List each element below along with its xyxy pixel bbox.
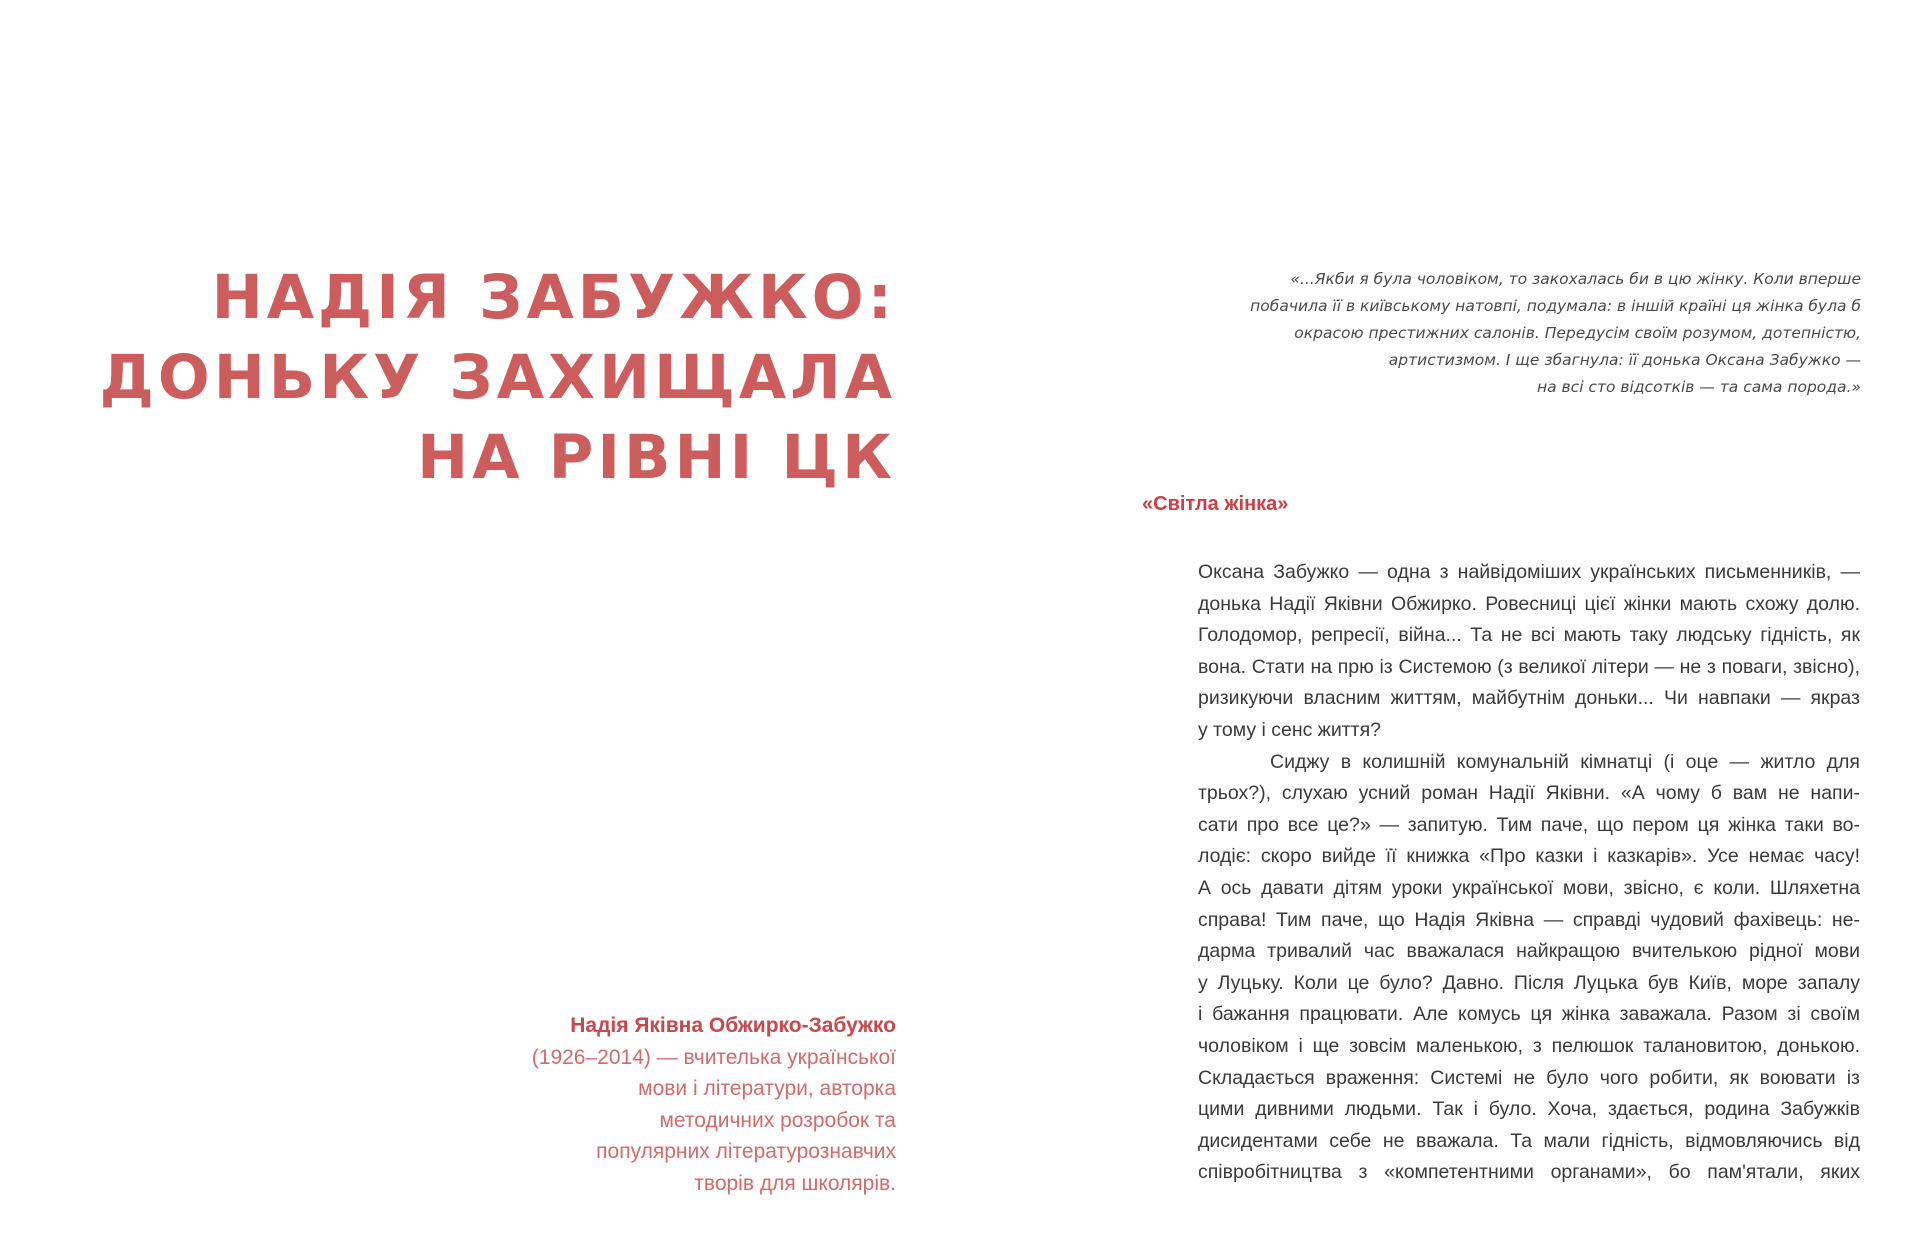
bio-line-5: творів для школярів. <box>694 1171 896 1195</box>
body-line: у тому і сенс життя? <box>1198 718 1382 741</box>
body-line: трьох?), слухаю усний роман Надії Яківни. «А чому б вам не напи- <box>1198 782 1860 805</box>
body-line: донька Надії Яківни Обжирко. Ровесниці цієї жінки мають схожу долю. <box>1198 592 1860 615</box>
body-line: співробітництва з «компетентними органами», бо пам'ятали, яких <box>1198 1161 1860 1184</box>
body-line: Сиджу в колишній комунальній кімнатці (і оце — житло для <box>1270 750 1860 773</box>
bio-name: Надія Яківна Обжирко-Забужко <box>570 1014 896 1037</box>
body-line: Оксана Забужко — одна з найвідоміших українських письменників, — <box>1198 561 1860 583</box>
body-line: у Луцьку. Коли це було? Давно. Після Луцька був Київ, море запалу <box>1198 971 1860 994</box>
epigraph-line-5: на всі сто відсотків — та сама порода.» <box>1536 378 1861 396</box>
body-line: і бажання працювати. Але комусь ця жінка заважала. Разом зі своїм <box>1198 1003 1860 1026</box>
body-line: лодіє: скоро вийде її книжка «Про казки і казкарів». Усе немає часу! <box>1198 845 1860 868</box>
epigraph-line-1: «...Якби я була чоловіком, то закохалась би в цю жінку. Коли вперше <box>1290 270 1861 288</box>
bio-line-4: популярних літературознавчих <box>596 1140 896 1163</box>
bio-line-3: методичних розробок та <box>659 1108 896 1132</box>
body-line: цими дивними людьми. Так і було. Хоча, здається, родина Забужків <box>1198 1098 1860 1121</box>
bio-line-1: (1926–2014) — вчителька української <box>531 1045 896 1069</box>
body-line: справа! Тим паче, що Надія Яківна — справді чудовий фахівець: не- <box>1198 908 1860 931</box>
body-line: сати про все це?» — запитую. Тим паче, що пером ця жінка таки во- <box>1198 813 1860 836</box>
body-line: дисидентами себе не вважала. Та мали гідність, відмовляючись від <box>1198 1129 1860 1152</box>
epigraph-line-4: артистизмом. І ще збагнула: її донька Оксана Забужко — <box>1388 351 1861 369</box>
epigraph-line-3: окрасою престижних салонів. Передусім своїм розумом, дотепністю, <box>1294 324 1861 342</box>
article-title <box>76 258 896 498</box>
body-text <box>1198 557 1860 1189</box>
body-line: вона. Стати на прю із Системою (з великої літери — не з поваги, звісно), <box>1198 655 1860 678</box>
section-heading: «Світла жінка» <box>1142 493 1289 515</box>
bio-line-2: мови і літератури, авторка <box>638 1077 896 1100</box>
body-line: А ось давати дітям уроки української мови, звісно, є коли. Шляхетна <box>1198 876 1860 899</box>
body-line: Складається враження: Системі не було чого робити, як воювати із <box>1198 1066 1860 1089</box>
epigraph-line-2: побачила її в київському натовпі, подумала: в іншій країні ця жінка була б <box>1250 297 1861 315</box>
body-line: Голодомор, репресії, війна... Та не всі мають таку людську гідність, як <box>1198 624 1860 647</box>
body-line: чоловіком і ще зовсім маленькою, з пелюшок талановитою, донькою. <box>1198 1034 1860 1057</box>
title-line-2: ДОНЬКУ ЗАХИЩАЛА <box>99 342 896 413</box>
epigraph-quote <box>1141 266 1861 401</box>
body-line: дарма тривалий час вважалася найкращою вчителькою рідної мови <box>1198 940 1860 963</box>
title-line-3: НА РІВНІ ЦК <box>417 422 896 493</box>
title-line-1: НАДІЯ ЗАБУЖКО: <box>211 262 896 333</box>
body-line: ризикуючи власним життям, майбутнім доньки... Чи навпаки — якраз <box>1198 687 1860 710</box>
bio-caption <box>376 1010 896 1199</box>
